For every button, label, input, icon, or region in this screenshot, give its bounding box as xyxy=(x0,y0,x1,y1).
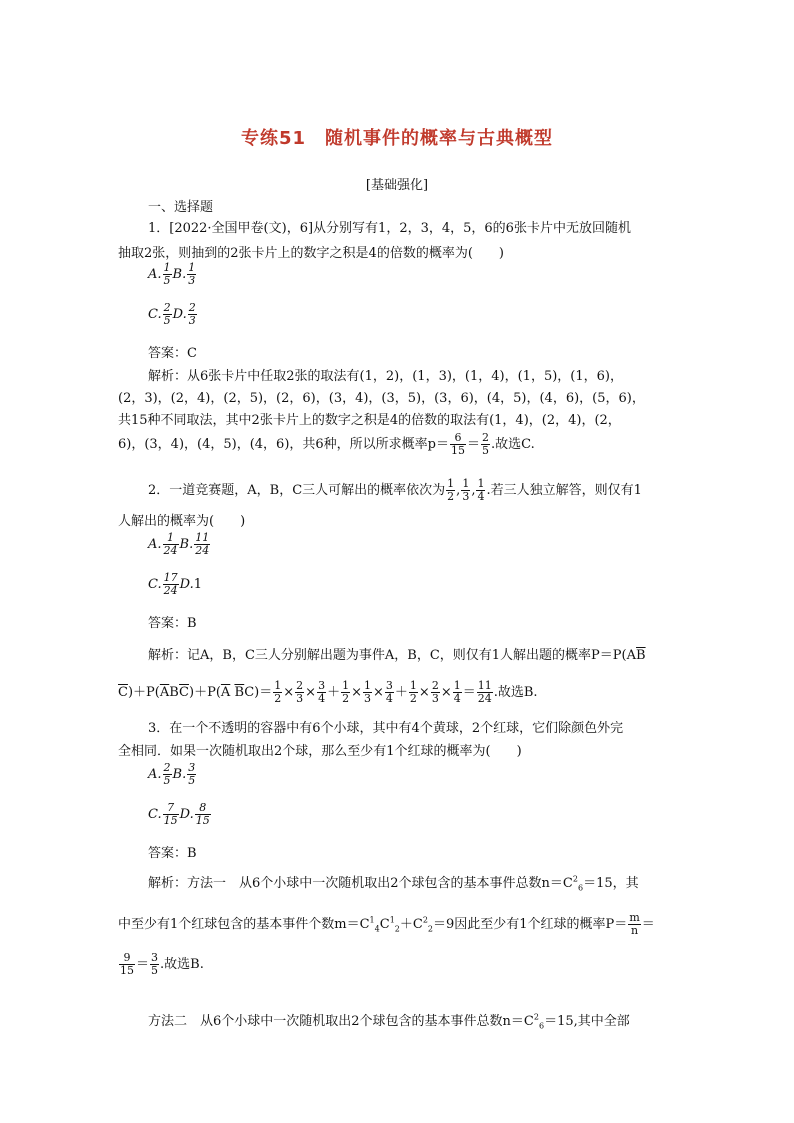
q3-options-cd: C. $\frac{7}{15}$ D. $\frac{8}{15}$ xyxy=(148,801,210,827)
q2-options-ab: A. $\frac{1}{24}$ B. $\frac{11}{24}$ xyxy=(148,531,210,557)
q3-options-ab: A. $\frac{2}{5}$ B. $\frac{3}{5}$ xyxy=(148,761,196,787)
q2-stem-line2: 人解出的概率为( ) xyxy=(118,514,246,529)
q2-options-cd: C. $\frac{17}{24}$ D.1 xyxy=(148,571,202,597)
q3-stem-line2: 全相同．如果一次随机取出2个球，那么至少有1个红球的概率为( ) xyxy=(118,744,522,759)
q1-answer: 答案：C xyxy=(148,346,197,361)
q3-exp-line3: $\frac{9}{15}$ ＝ $\frac{3}{5}$ .故选B. xyxy=(120,951,204,977)
q1-stem-line2: 抽取2张，则抽到的2张卡片上的数字之积是4的倍数的概率为( ) xyxy=(118,246,504,261)
q1-options-ab: A. $\frac{1}{5}$ B. $\frac{1}{3}$ xyxy=(148,261,196,287)
part-heading: 一、选择题 xyxy=(148,200,214,215)
q3-exp-line4: 方法二 从6个小球中一次随机取出2个球包含的基本事件总数$n=C^2_6=15$,其中全部 xyxy=(148,1012,630,1031)
q3-exp-line2: 中至少有1个红球包含的基本事件个数$m=C^1_4C^1_2+C^2_2=9$因此至少有1个红球的概率P＝ $\frac{m}{n}$ ＝ xyxy=(118,911,655,937)
q2-exp-line2: $\overline{C})+P(\overline{A}B\overline{C})+P(\overline{A}$ $\overline{B}C)=$ $\frac{1}{2}$ × $\frac{2}{3}$ × $\frac{3}{4}$ ＋ $\frac{1}{2}$ × $\frac{1}{3}$ × $\frac{3}{4}$ ＋ $\frac{1}{2}$ × $\frac{2}{3}$ × $\frac{1}{4}$ ＝ $\frac{11}{24}$ .故选B. xyxy=(118,679,538,705)
q1-exp-line4: 6)，(3，4)，(4，5)，(4，6)，共6种，所以所求概率p＝ $\frac{6}{15}$ ＝ $\frac{2}{5}$ .故选C. xyxy=(118,431,535,457)
page-title: 专练51 随机事件的概率与古典概型 xyxy=(240,128,554,149)
section-label: [基础强化] xyxy=(365,178,429,193)
q1-exp-line3: 共15种不同取法，其中2张卡片上的数字之积是4的倍数的取法有(1，4)，(2，4)，(2， xyxy=(118,413,621,428)
q1-exp-line2: (2，3)，(2，4)，(2，5)，(2，6)，(3，4)，(3，5)，(3，6)，(4，5)，(4，6)，(5，6)， xyxy=(118,391,645,406)
q1-options-cd: C. $\frac{2}{5}$ D. $\frac{2}{3}$ xyxy=(148,301,196,327)
q2-stem-line1: 2．一道竞赛题，A，B，C三人可解出的概率依次为 $\frac{1}{2}$ , $\frac{1}{3}$ , $\frac{1}{4}$ .若三人独立解答，则仅有1 xyxy=(148,477,642,503)
q1-stem-line1: 1．[2022·全国甲卷(文)，6]从分别写有1，2，3，4，5，6的6张卡片中无放回随机 xyxy=(148,221,631,236)
q2-exp-line1: 解析：记A，B，C三人分别解出题为事件A，B，C，则仅有1人解出题的概率$P=P(A\overline{B}$ xyxy=(148,648,646,663)
q3-stem-line1: 3．在一个不透明的容器中有6个小球，其中有4个黄球，2个红球，它们除颜色外完 xyxy=(148,721,624,736)
q3-exp-line1: 解析：方法一 从6个小球中一次随机取出2个球包含的基本事件总数$n=C^2_6=15$，其 xyxy=(148,874,639,893)
q2-answer: 答案：B xyxy=(148,616,197,631)
q3-answer: 答案：B xyxy=(148,846,197,861)
q1-exp-line1: 解析：从6张卡片中任取2张的取法有(1，2)，(1，3)，(1，4)，(1，5)，(1，6)， xyxy=(148,369,623,384)
